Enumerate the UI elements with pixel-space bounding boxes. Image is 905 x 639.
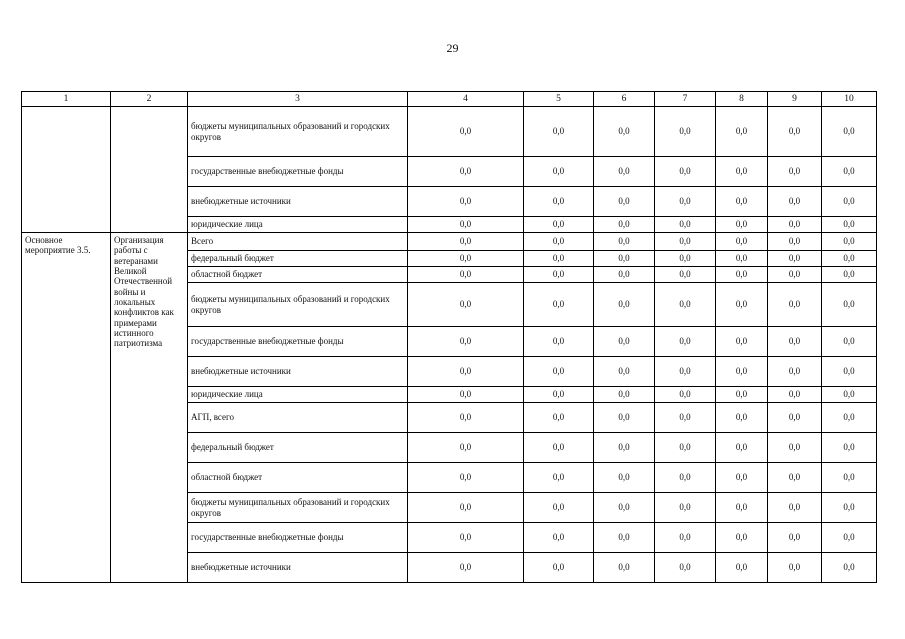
- funding-source-cell: юридические лица: [188, 217, 408, 233]
- value-cell: 0,0: [594, 251, 655, 267]
- value-cell: 0,0: [768, 357, 822, 387]
- funding-source-cell: бюджеты муниципальных образований и городских округов: [188, 493, 408, 523]
- value-cell: 0,0: [822, 251, 877, 267]
- value-cell: 0,0: [408, 267, 524, 283]
- value-cell: 0,0: [655, 187, 716, 217]
- value-cell: 0,0: [408, 433, 524, 463]
- value-cell: 0,0: [524, 267, 594, 283]
- value-cell: 0,0: [768, 433, 822, 463]
- column-number-header: 9: [768, 92, 822, 107]
- value-cell: 0,0: [716, 283, 768, 327]
- value-cell: 0,0: [822, 187, 877, 217]
- funding-source-cell: юридические лица: [188, 387, 408, 403]
- value-cell: 0,0: [768, 251, 822, 267]
- value-cell: 0,0: [768, 157, 822, 187]
- value-cell: 0,0: [655, 433, 716, 463]
- value-cell: 0,0: [822, 267, 877, 283]
- column-number-header: 2: [111, 92, 188, 107]
- column-number-header: 7: [655, 92, 716, 107]
- value-cell: 0,0: [524, 463, 594, 493]
- value-cell: 0,0: [408, 187, 524, 217]
- value-cell: 0,0: [822, 217, 877, 233]
- value-cell: 0,0: [716, 403, 768, 433]
- value-cell: 0,0: [524, 553, 594, 583]
- value-cell: 0,0: [408, 523, 524, 553]
- value-cell: 0,0: [594, 463, 655, 493]
- value-cell: 0,0: [822, 553, 877, 583]
- column-number-header: 4: [408, 92, 524, 107]
- value-cell: 0,0: [524, 187, 594, 217]
- value-cell: 0,0: [768, 327, 822, 357]
- column-number-header: 3: [188, 92, 408, 107]
- funding-source-cell: государственные внебюджетные фонды: [188, 327, 408, 357]
- activity-code-cell: Основное мероприятие 3.5.: [22, 233, 111, 583]
- empty-activity-code-cell: [22, 107, 111, 233]
- value-cell: 0,0: [594, 107, 655, 157]
- table-row: [22, 107, 877, 157]
- value-cell: 0,0: [716, 553, 768, 583]
- value-cell: 0,0: [822, 433, 877, 463]
- value-cell: 0,0: [408, 107, 524, 157]
- funding-source-cell: федеральный бюджет: [188, 251, 408, 267]
- value-cell: 0,0: [822, 327, 877, 357]
- value-cell: 0,0: [524, 327, 594, 357]
- value-cell: 0,0: [655, 493, 716, 523]
- value-cell: 0,0: [655, 251, 716, 267]
- value-cell: 0,0: [768, 283, 822, 327]
- value-cell: 0,0: [822, 463, 877, 493]
- value-cell: 0,0: [655, 387, 716, 403]
- value-cell: 0,0: [822, 387, 877, 403]
- value-cell: 0,0: [768, 387, 822, 403]
- value-cell: 0,0: [822, 107, 877, 157]
- value-cell: 0,0: [524, 283, 594, 327]
- table-row: [22, 233, 877, 251]
- value-cell: 0,0: [716, 493, 768, 523]
- value-cell: 0,0: [594, 233, 655, 251]
- value-cell: 0,0: [768, 523, 822, 553]
- funding-source-cell: внебюджетные источники: [188, 187, 408, 217]
- value-cell: 0,0: [524, 387, 594, 403]
- value-cell: 0,0: [655, 233, 716, 251]
- value-cell: 0,0: [768, 403, 822, 433]
- value-cell: 0,0: [408, 283, 524, 327]
- value-cell: 0,0: [822, 357, 877, 387]
- value-cell: 0,0: [768, 493, 822, 523]
- value-cell: 0,0: [716, 387, 768, 403]
- column-number-header: 6: [594, 92, 655, 107]
- page-number: 29: [446, 41, 459, 55]
- value-cell: 0,0: [408, 251, 524, 267]
- value-cell: 0,0: [524, 523, 594, 553]
- value-cell: 0,0: [822, 523, 877, 553]
- value-cell: 0,0: [822, 233, 877, 251]
- value-cell: 0,0: [524, 251, 594, 267]
- column-number-header: 8: [716, 92, 768, 107]
- value-cell: 0,0: [768, 463, 822, 493]
- value-cell: 0,0: [655, 283, 716, 327]
- value-cell: 0,0: [408, 387, 524, 403]
- value-cell: 0,0: [594, 493, 655, 523]
- value-cell: 0,0: [716, 233, 768, 251]
- value-cell: 0,0: [716, 267, 768, 283]
- value-cell: 0,0: [655, 267, 716, 283]
- funding-source-cell: Всего: [188, 233, 408, 251]
- value-cell: 0,0: [594, 283, 655, 327]
- value-cell: 0,0: [716, 217, 768, 233]
- column-number-header: 1: [22, 92, 111, 107]
- value-cell: 0,0: [594, 157, 655, 187]
- value-cell: 0,0: [655, 523, 716, 553]
- header-row: [22, 92, 877, 107]
- activity-name-cell: Организация работы с ветеранами Великой Отечественной войны и локальных конфликтов как примерами истинного патриотизма: [111, 233, 188, 583]
- value-cell: 0,0: [822, 493, 877, 523]
- value-cell: 0,0: [594, 357, 655, 387]
- funding-source-cell: государственные внебюджетные фонды: [188, 523, 408, 553]
- value-cell: 0,0: [716, 463, 768, 493]
- value-cell: 0,0: [716, 523, 768, 553]
- value-cell: 0,0: [594, 403, 655, 433]
- value-cell: 0,0: [408, 357, 524, 387]
- value-cell: 0,0: [716, 107, 768, 157]
- budget-table: [21, 91, 877, 583]
- value-cell: 0,0: [768, 233, 822, 251]
- funding-source-cell: внебюджетные источники: [188, 553, 408, 583]
- value-cell: 0,0: [655, 107, 716, 157]
- value-cell: 0,0: [408, 157, 524, 187]
- value-cell: 0,0: [716, 357, 768, 387]
- value-cell: 0,0: [768, 107, 822, 157]
- value-cell: 0,0: [408, 327, 524, 357]
- funding-source-cell: бюджеты муниципальных образований и городских округов: [188, 107, 408, 157]
- value-cell: 0,0: [524, 217, 594, 233]
- value-cell: 0,0: [822, 157, 877, 187]
- value-cell: 0,0: [822, 283, 877, 327]
- value-cell: 0,0: [594, 267, 655, 283]
- value-cell: 0,0: [594, 187, 655, 217]
- funding-source-cell: федеральный бюджет: [188, 433, 408, 463]
- column-number-header: 5: [524, 92, 594, 107]
- value-cell: 0,0: [524, 403, 594, 433]
- value-cell: 0,0: [768, 187, 822, 217]
- funding-source-cell: бюджеты муниципальных образований и городских округов: [188, 283, 408, 327]
- value-cell: 0,0: [594, 217, 655, 233]
- value-cell: 0,0: [524, 493, 594, 523]
- funding-source-cell: областной бюджет: [188, 267, 408, 283]
- value-cell: 0,0: [716, 187, 768, 217]
- value-cell: 0,0: [716, 433, 768, 463]
- value-cell: 0,0: [408, 463, 524, 493]
- value-cell: 0,0: [655, 327, 716, 357]
- value-cell: 0,0: [524, 357, 594, 387]
- value-cell: 0,0: [408, 403, 524, 433]
- value-cell: 0,0: [655, 357, 716, 387]
- value-cell: 0,0: [655, 157, 716, 187]
- value-cell: 0,0: [716, 251, 768, 267]
- value-cell: 0,0: [408, 233, 524, 251]
- value-cell: 0,0: [655, 403, 716, 433]
- value-cell: 0,0: [594, 327, 655, 357]
- value-cell: 0,0: [822, 403, 877, 433]
- value-cell: 0,0: [594, 523, 655, 553]
- value-cell: 0,0: [594, 433, 655, 463]
- value-cell: 0,0: [408, 493, 524, 523]
- empty-activity-name-cell: [111, 107, 188, 233]
- value-cell: 0,0: [594, 553, 655, 583]
- value-cell: 0,0: [524, 107, 594, 157]
- value-cell: 0,0: [524, 433, 594, 463]
- column-number-header: 10: [822, 92, 877, 107]
- value-cell: 0,0: [408, 553, 524, 583]
- value-cell: 0,0: [524, 157, 594, 187]
- funding-source-cell: государственные внебюджетные фонды: [188, 157, 408, 187]
- value-cell: 0,0: [768, 217, 822, 233]
- value-cell: 0,0: [524, 233, 594, 251]
- funding-source-cell: АГП, всего: [188, 403, 408, 433]
- value-cell: 0,0: [408, 217, 524, 233]
- value-cell: 0,0: [655, 217, 716, 233]
- value-cell: 0,0: [655, 553, 716, 583]
- value-cell: 0,0: [768, 267, 822, 283]
- value-cell: 0,0: [716, 327, 768, 357]
- value-cell: 0,0: [716, 157, 768, 187]
- value-cell: 0,0: [655, 463, 716, 493]
- funding-source-cell: внебюджетные источники: [188, 357, 408, 387]
- value-cell: 0,0: [594, 387, 655, 403]
- value-cell: 0,0: [768, 553, 822, 583]
- funding-source-cell: областной бюджет: [188, 463, 408, 493]
